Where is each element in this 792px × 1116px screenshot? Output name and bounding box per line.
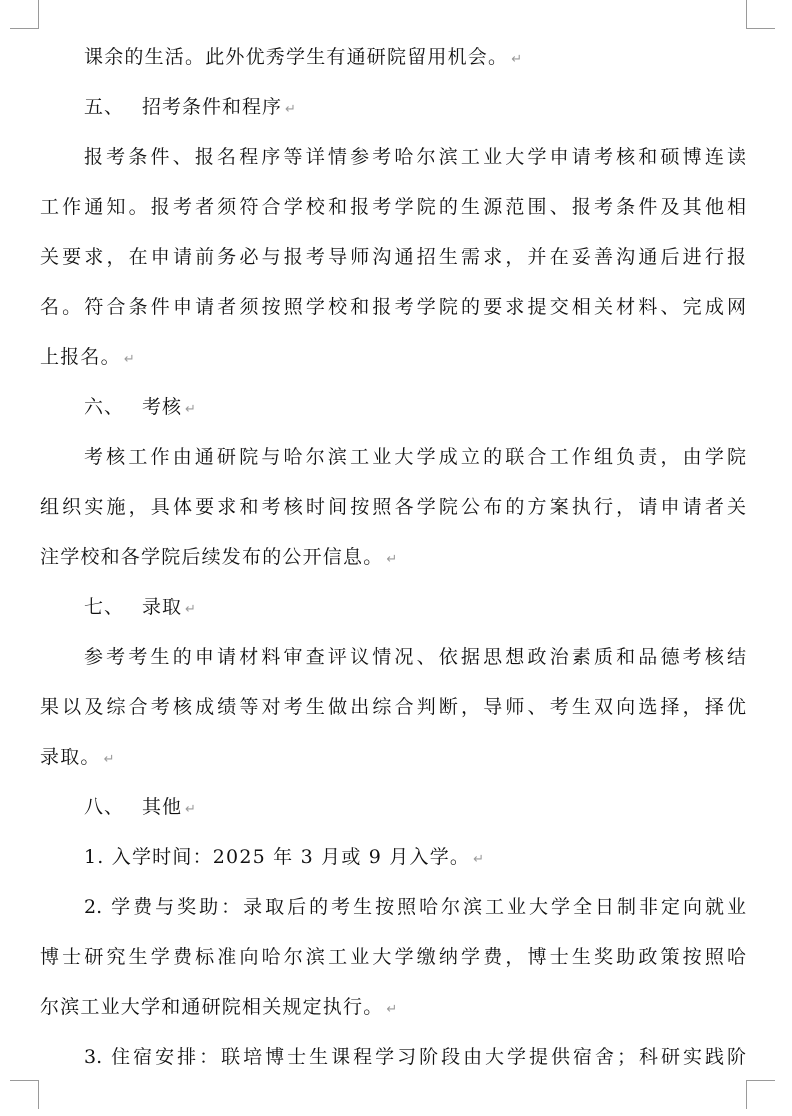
paragraph-line: 组织实施，具体要求和考核时间按照各学院公布的方案执行，请申请者关: [40, 496, 746, 518]
paragraph-line: 考核工作由通研院与哈尔滨工业大学成立的联合工作组负责，由学院: [84, 446, 746, 468]
section-title: 招考条件和程序: [142, 96, 283, 118]
paragraph-line: 注学校和各学院后续发布的公开信息。 ↵: [40, 546, 399, 568]
paragraph-mark-icon: ↵: [123, 352, 136, 367]
section-heading: [40, 586, 746, 636]
paragraph-line: 名。符合条件申请者须按照学校和报考学院的要求提交相关材料、完成网: [40, 296, 746, 318]
paragraph-line: 尔滨工业大学和通研院相关规定执行。 ↵: [40, 996, 399, 1018]
paragraph-mark-icon: ↵: [386, 552, 399, 567]
section-number: 八、: [84, 796, 125, 818]
page-corner-mark-bottom-left: [10, 1080, 39, 1109]
paragraph-mark-icon: ↵: [185, 602, 197, 617]
paragraph-mark-icon: ↵: [185, 402, 197, 417]
page-corner-mark-top-right: [746, 0, 775, 29]
paragraph-line: 3. 住宿安排：联培博士生课程学习阶段由大学提供宿舍；科研实践阶: [84, 1046, 746, 1068]
page-corner-mark-bottom-right: [746, 1080, 775, 1109]
page-corner-mark-top-left: [10, 0, 39, 29]
paragraph-mark-icon: ↵: [285, 102, 297, 117]
document-page: [40, 36, 746, 1086]
paragraph-line: 关要求，在申请前务必与报考导师沟通招生需求，并在妥善沟通后进行报: [40, 246, 746, 268]
paragraph-line: 课余的生活。此外优秀学生有通研院留用机会。 ↵: [84, 46, 524, 68]
paragraph-line: 录取。 ↵: [40, 746, 116, 768]
paragraph-line: 上报名。 ↵: [40, 346, 136, 368]
paragraph-line: 博士研究生学费标准向哈尔滨工业大学缴纳学费，博士生奖助政策按照哈: [40, 946, 746, 968]
paragraph-mark-icon: ↵: [386, 1002, 399, 1017]
section-heading: [40, 786, 746, 836]
section-number: 五、: [84, 96, 125, 118]
paragraph-line: 报考条件、报名程序等详情参考哈尔滨工业大学申请考核和硕博连读: [84, 146, 746, 168]
section-heading: [40, 86, 746, 136]
section-number: 七、: [84, 596, 125, 618]
section-number: 六、: [84, 396, 125, 418]
paragraph-line: 1. 入学时间：2025 年 3 月或 9 月入学。 ↵: [84, 846, 486, 868]
section-title: 其他: [142, 796, 183, 818]
paragraph-mark-icon: ↵: [185, 802, 197, 817]
paragraph-line: 工作通知。报考者须符合学校和报考学院的生源范围、报考条件及其他相: [40, 196, 746, 218]
paragraph-mark-icon: ↵: [511, 52, 524, 67]
paragraph-line: 参考考生的申请材料审查评议情况、依据思想政治素质和品德考核结: [84, 646, 746, 668]
paragraph-line: 2. 学费与奖助：录取后的考生按照哈尔滨工业大学全日制非定向就业: [84, 896, 746, 918]
paragraph-mark-icon: ↵: [103, 752, 116, 767]
section-title: 录取: [142, 596, 183, 618]
section-title: 考核: [142, 396, 183, 418]
paragraph-line: 果以及综合考核成绩等对考生做出综合判断，导师、考生双向选择，择优: [40, 696, 746, 718]
paragraph-mark-icon: ↵: [473, 852, 486, 867]
section-heading: [40, 386, 746, 436]
